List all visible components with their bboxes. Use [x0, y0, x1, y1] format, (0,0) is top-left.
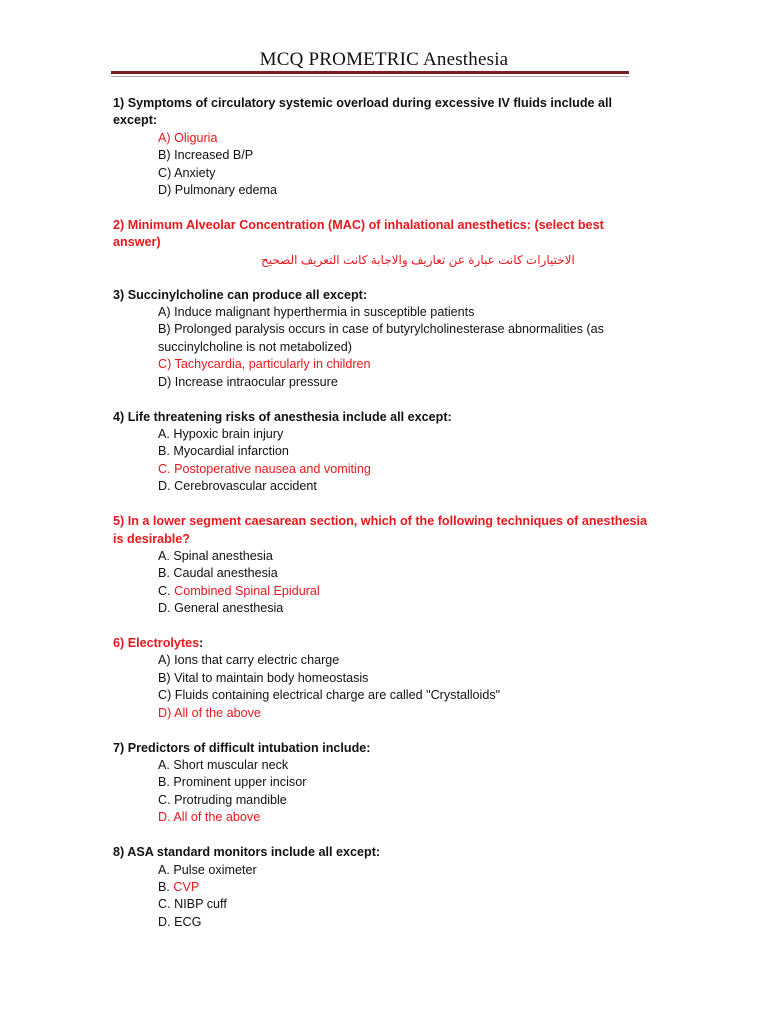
question-7: [113, 740, 653, 827]
question-topic: 6) Electrolytes: [113, 636, 200, 651]
option-c: C) Tachycardia, particularly in children: [158, 357, 371, 372]
option-d: D) Increase intraocular pressure: [158, 374, 338, 389]
question-1: [113, 95, 653, 199]
option-a: A. Hypoxic brain injury: [158, 427, 284, 441]
option-b: B) Prolonged paralysis occurs in case of butyrylcholinesterase abnormalities (as succinylcholine is not metabolized): [158, 322, 604, 354]
option-list: [158, 426, 653, 496]
option-d: D. All of the above: [158, 810, 261, 825]
option-a: A. Short muscular neck: [158, 758, 289, 772]
option-b: B. Prominent upper incisor: [158, 775, 307, 790]
option-list: [158, 652, 653, 722]
option-c: C. Postoperative nausea and vomiting: [158, 461, 371, 476]
question-5: [113, 513, 653, 617]
option-prefix: B.: [158, 879, 174, 894]
option-a: A. Pulse oximeter: [158, 862, 257, 877]
option-d: D) All of the above: [158, 705, 261, 720]
option-list: [158, 548, 653, 618]
question-text: 7) Predictors of difficult intubation include:: [113, 740, 371, 755]
option-answer: Combined Spinal Epidural: [174, 583, 320, 598]
option-c: [158, 583, 653, 600]
option-c: C) Anxiety: [158, 165, 216, 180]
option-c: C. NIBP cuff: [158, 897, 227, 912]
option-c: C) Fluids containing electrical charge are called "Crystalloids": [158, 688, 501, 703]
option-b: [158, 879, 653, 896]
option-list: [158, 304, 653, 391]
question-2: [113, 217, 653, 269]
option-d: D. Cerebrovascular accident: [158, 479, 317, 494]
question-text: 1) Symptoms of circulatory systemic overload during excessive IV fluids include all except:: [113, 96, 613, 128]
option-c: C. Protruding mandible: [158, 792, 287, 807]
question-list: [113, 95, 653, 949]
option-prefix: C.: [158, 583, 175, 598]
option-list: [158, 757, 653, 827]
question-4: [113, 409, 653, 496]
option-answer: CVP: [173, 879, 200, 894]
option-a: A) Induce malignant hyperthermia in susceptible patients: [158, 305, 475, 320]
option-list: [158, 862, 653, 932]
option-a: A) Ions that carry electric charge: [158, 653, 340, 668]
question-text: 8) ASA standard monitors include all except:: [113, 845, 381, 860]
option-b: B. Caudal anesthesia: [158, 566, 278, 581]
question-text: [113, 635, 653, 652]
question-text: 5) In a lower segment caesarean section, which of the following techniques of anesthesia is desirable?: [113, 514, 647, 546]
option-list: [158, 130, 653, 200]
option-b: B. Myocardial infarction: [158, 444, 289, 459]
option-a: A. Spinal anesthesia: [158, 548, 273, 563]
title-rule-thick: [111, 71, 629, 74]
question-text: 2) Minimum Alveolar Concentration (MAC) of inhalational anesthetics: (select best answer): [113, 217, 604, 250]
option-a: A) Oliguria: [158, 130, 218, 145]
question-colon: :: [199, 636, 204, 651]
question-6: [113, 635, 653, 722]
page-title: MCQ PROMETRIC Anesthesia: [259, 49, 509, 70]
question-text: 3) Succinylcholine can produce all except:: [113, 287, 368, 302]
option-b: B) Increased B/P: [158, 148, 254, 163]
option-b: B) Vital to maintain body homeostasis: [158, 670, 369, 685]
question-3: [113, 287, 653, 391]
option-d: D. ECG: [158, 914, 202, 929]
arabic-note: الاختيارات كانت عبارة عن تعاريف والاجابة كانت التعريف الصحيح: [261, 252, 575, 267]
title-rule-thin: [111, 76, 629, 77]
question-8: [113, 844, 653, 931]
option-d: D) Pulmonary edema: [158, 183, 277, 198]
question-text: 4) Life threatening risks of anesthesia include all except:: [113, 409, 452, 424]
option-d: D. General anesthesia: [158, 601, 284, 616]
